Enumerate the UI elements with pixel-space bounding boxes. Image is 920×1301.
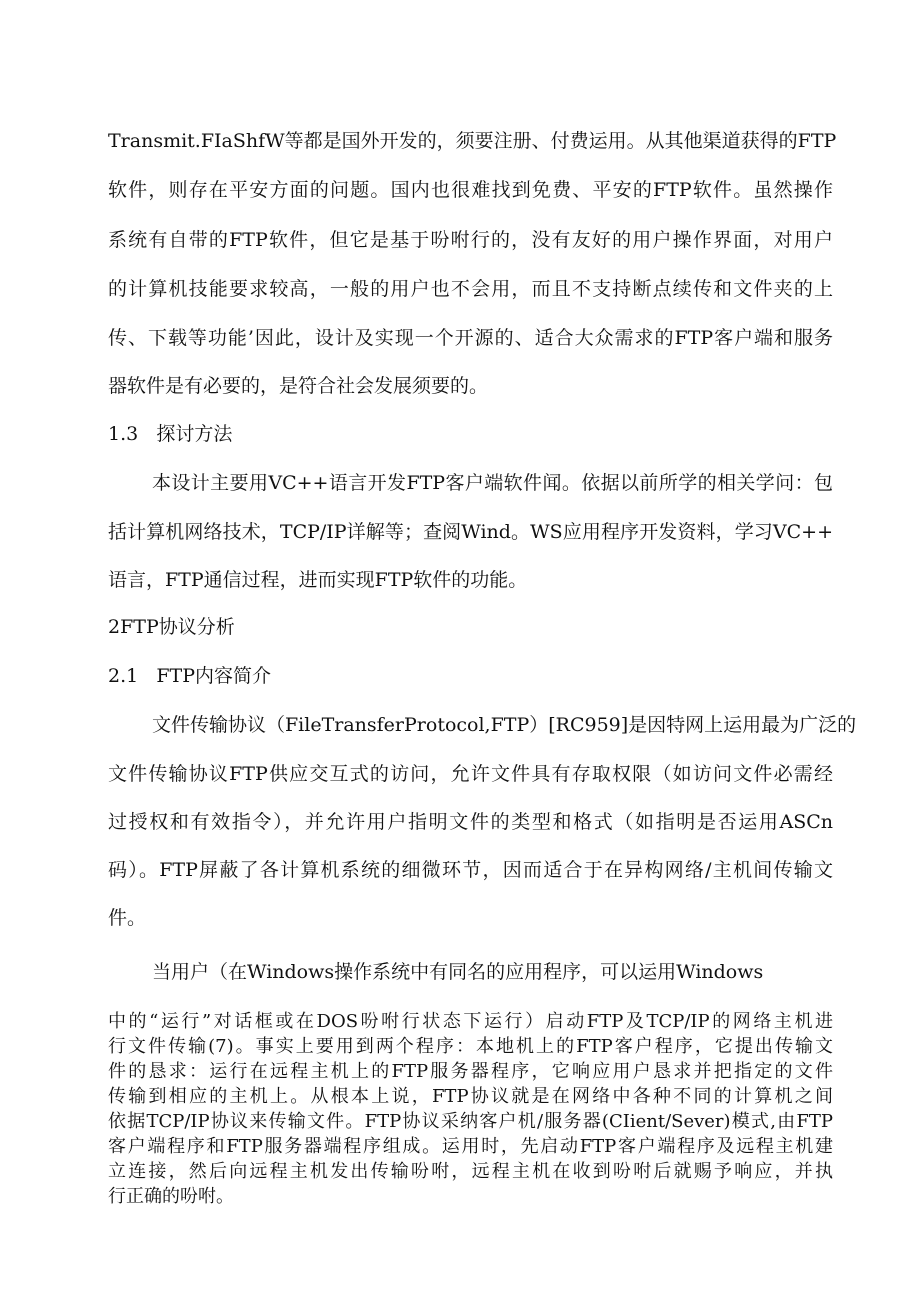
section-heading-2-1: 2.1 FTP内容简介 — [108, 665, 271, 687]
paragraph-2-line-1: 本设计主要用VC++语言开发FTP客户端软件闻。依据以前所学的相关学问：包 — [152, 472, 833, 494]
chapter-heading-2: 2FTP协议分析 — [108, 616, 235, 638]
paragraph-4-line-8: 行正确的吩咐。 — [108, 1186, 234, 1207]
paragraph-4-first-line: 当用户（在Windows操作系统中有同名的应用程序，可以运用Windows — [152, 961, 764, 983]
paragraph-4-line-2: 行文件传输(7)。事实上要用到两个程序：本地机上的FTP客户程序，它提出传输文 — [108, 1036, 833, 1057]
paragraph-4-line-6: 客户端程序和FTP服务器端程序组成。运用时，先启动FTP客户端程序及远程主机建 — [108, 1136, 833, 1157]
paragraph-4-line-7: 立连接，然后向远程主机发出传输吩咐，远程主机在收到吩咐后就赐予响应，并执 — [108, 1161, 833, 1182]
paragraph-2-line-2: 括计算机网络技术，TCP/IP详解等；查阅Wind。WS应用程序开发资料，学习VC++ — [108, 521, 833, 543]
paragraph-4-line-5: 依据TCP/IP协议来传输文件。FTP协议采纳客户机/服务器(CIient/Sever)模式,由FTP — [108, 1111, 833, 1132]
paragraph-1-line-3: 系统有自带的FTP软件，但它是基于吩咐行的，没有友好的用户操作界面，对用户 — [108, 229, 833, 251]
paragraph-1-line-5: 传、下载等功能’因此，设计及实现一个开源的、适合大众需求的FTP客户端和服务 — [108, 327, 833, 349]
paragraph-2-line-3: 语言，FTP通信过程，进而实现FTP软件的功能。 — [108, 569, 528, 591]
paragraph-3-line-1: 文件传输协议（FileTransferProtocol,FTP）[RC959]是因特网上运用最为广泛的 — [152, 714, 857, 736]
paragraph-1-line-6: 器软件是有必要的，是符合社会发展须要的。 — [108, 375, 489, 397]
paragraph-3-line-2: 文件传输协议FTP供应交互式的访问，允许文件具有存取权限（如访问文件必需经 — [108, 763, 833, 785]
paragraph-3-line-3: 过授权和有效指令），并允许用户指明文件的类型和格式（如指明是否运用ASCn — [108, 811, 833, 833]
paragraph-1-line-2: 软件，则存在平安方面的问题。国内也很难找到免费、平安的FTP软件。虽然操作 — [108, 179, 833, 201]
paragraph-1-line-1: Transmit.FIaShfW等都是国外开发的，须要注册、付费运用。从其他渠道获得的FTP — [108, 130, 837, 152]
paragraph-4-line-4: 传输到相应的主机上。从根本上说，FTP协议就是在网络中各种不同的计算机之间 — [108, 1086, 833, 1107]
paragraph-3-line-5: 件。 — [108, 907, 147, 929]
paragraph-1-line-4: 的计算机技能要求较高，一般的用户也不会用，而且不支持断点续传和文件夹的上 — [108, 278, 833, 300]
section-heading-1-3: 1.3 探讨方法 — [108, 423, 233, 445]
paragraph-3-line-4: 码）。FTP屏蔽了各计算机系统的细微环节，因而适合于在异构网络/主机间传输文 — [108, 859, 833, 881]
paragraph-4-line-1: 中的“运行”对话框或在DOS吩咐行状态下运行）启动FTP及TCP/IP的网络主机进 — [108, 1011, 834, 1032]
paragraph-4-line-3: 件的恳求：运行在远程主机上的FTP服务器程序，它响应用户恳求并把指定的文件 — [108, 1061, 833, 1082]
